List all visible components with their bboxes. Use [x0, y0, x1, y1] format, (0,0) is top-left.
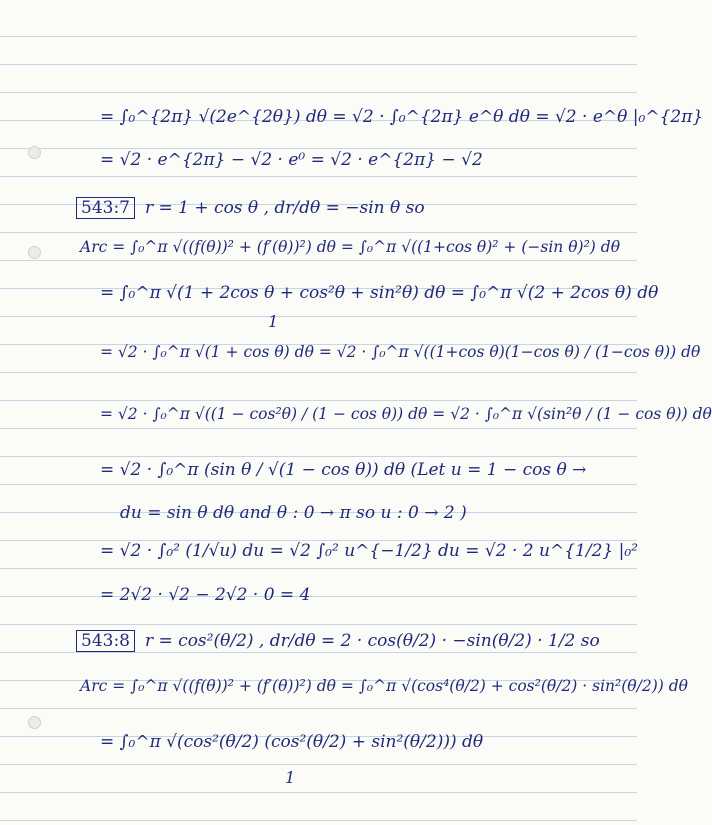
math-line: = ∫₀^π √(cos²(θ/2) (cos²(θ/2) + sin²(θ/2))) dθ [100, 732, 484, 752]
math-line: = √2 · ∫₀^π √((1 − cos²θ) / (1 − cos θ)) dθ = √2 · ∫₀^π √(sin²θ / (1 − cos θ)) dθ [100, 405, 712, 423]
math-line: = 2√2 · √2 − 2√2 · 0 = 4 [100, 585, 311, 605]
math-line: r = 1 + cos θ , dr/dθ = −sin θ so [145, 198, 425, 218]
math-line: = ∫₀^{2π} √(2e^{2θ}) dθ = √2 · ∫₀^{2π} e^θ dθ = √2 · e^θ |₀^{2π} [100, 107, 704, 127]
problem-heading [76, 631, 600, 651]
problem-heading [76, 198, 425, 218]
math-line: = √2 · ∫₀^π √(1 + cos θ) dθ = √2 · ∫₀^π √((1+cos θ)(1−cos θ) / (1−cos θ)) dθ [100, 343, 701, 361]
binder-hole [28, 716, 41, 729]
math-line: = √2 · e^{2π} − √2 · e⁰ = √2 · e^{2π} − √2 [100, 150, 483, 170]
problem-number-box: 543:8 [76, 630, 135, 652]
math-line: = √2 · ∫₀² (1/√u) du = √2 ∫₀² u^{−1/2} du = √2 · 2 u^{1/2} |₀² [100, 541, 638, 561]
math-line: = ∫₀^π √(1 + 2cos θ + cos²θ + sin²θ) dθ = ∫₀^π √(2 + 2cos θ) dθ [100, 283, 659, 303]
problem-number-box: 543:7 [76, 197, 135, 219]
math-line: Arc = ∫₀^π √((f(θ))² + (f′(θ))²) dθ = ∫₀^π √(cos⁴(θ/2) + cos²(θ/2) · sin²(θ/2)) dθ [80, 677, 688, 695]
math-line: r = cos²(θ/2) , dr/dθ = 2 · cos(θ/2) · −sin(θ/2) · 1/2 so [145, 631, 600, 651]
underbrace-value: 1 [285, 768, 296, 787]
math-line: Arc = ∫₀^π √((f(θ))² + (f′(θ))²) dθ = ∫₀^π √((1+cos θ)² + (−sin θ)²) dθ [80, 238, 621, 256]
math-line: = √2 · ∫₀^π (sin θ / √(1 − cos θ)) dθ (Let u = 1 − cos θ → [100, 460, 587, 480]
underbrace-value: 1 [268, 312, 279, 331]
math-line: du = sin θ dθ and θ : 0 → π so u : 0 → 2 ) [120, 503, 467, 523]
binder-hole [28, 246, 41, 259]
binder-hole [28, 146, 41, 159]
